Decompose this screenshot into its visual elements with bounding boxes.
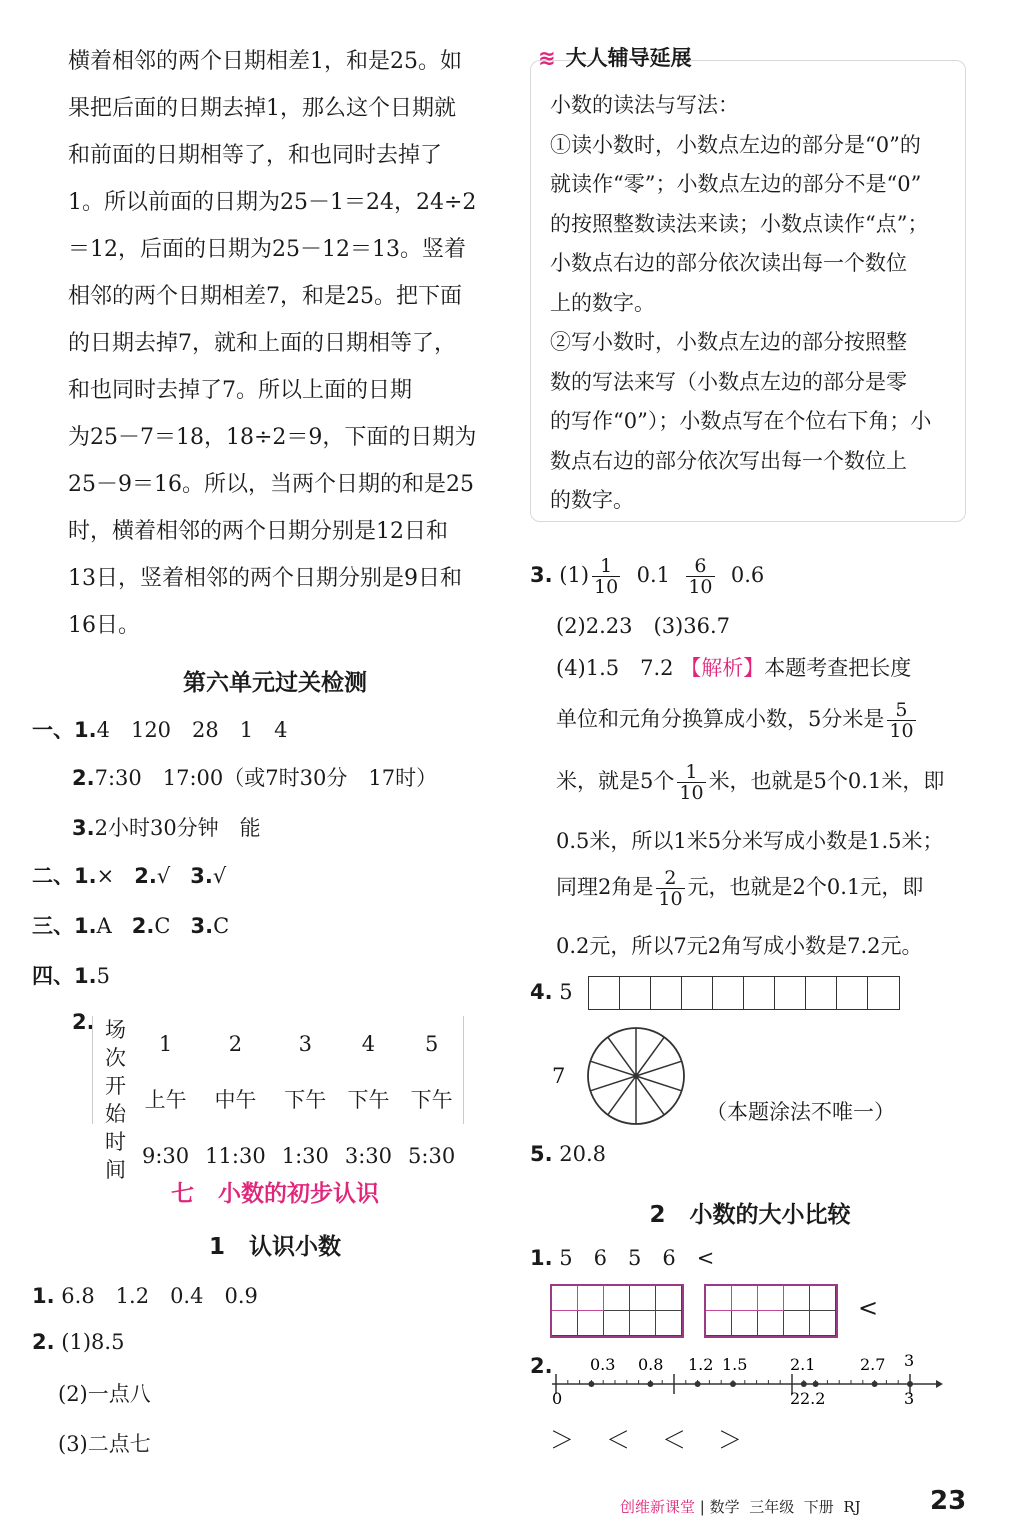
- value: 6.8 1.2 0.4 0.9: [61, 1284, 258, 1308]
- answer-4-1: [32, 960, 110, 990]
- s1-answer-2-1: [32, 1330, 124, 1354]
- grid-cell: [732, 1311, 758, 1336]
- explanation-line: 和也同时去掉了7。所以上面的日期: [68, 378, 412, 403]
- table-cell: 5: [424, 1032, 439, 1056]
- circle-spoke: [636, 1076, 682, 1091]
- number-line-point: [872, 1381, 878, 1387]
- r-answer-3-4-c: [556, 762, 944, 803]
- grid-cell: [810, 1286, 836, 1311]
- value: (4)1.5 7.2: [556, 656, 674, 680]
- value: 2小时30分钟 能: [94, 816, 261, 840]
- table-cell: 9:30: [142, 1144, 190, 1168]
- label: 一、1.: [32, 718, 97, 742]
- answer-1-3: [72, 812, 261, 842]
- tip-line: 数的写法来写（小数点左边的部分是零: [550, 369, 907, 394]
- table-cell: 中午: [214, 1088, 257, 1112]
- tip-line: ①读小数时，小数点左边的部分是“0”的: [550, 132, 921, 157]
- section-number: 2: [649, 1202, 666, 1228]
- unit6-title: 第六单元过关检测: [183, 670, 367, 696]
- label: 二、1.: [32, 864, 97, 888]
- label: 5.: [530, 1142, 553, 1166]
- r-answer-3-2: (2)2.23 (3)36.7: [556, 614, 731, 638]
- explanation-line: 25－9＝16。所以，当两个日期的和是25: [68, 472, 474, 497]
- footer: [620, 1496, 861, 1517]
- grid-cell: [552, 1311, 578, 1336]
- table-cell: 2: [228, 1032, 243, 1056]
- label: 2.: [134, 864, 157, 888]
- grid-cell: [552, 1286, 578, 1311]
- value: 0.1: [636, 563, 670, 587]
- tick-label-bottom: 2.2: [800, 1389, 826, 1408]
- fraction: [677, 762, 705, 803]
- tick-label-top: 2.7: [860, 1355, 886, 1374]
- table-cell: 下午: [284, 1088, 327, 1112]
- table-cell: 11:30: [205, 1144, 266, 1168]
- tip-title: [538, 42, 692, 72]
- schedule-table-box: [92, 1016, 464, 1182]
- table-cell: 3: [298, 1032, 312, 1056]
- section-number: 1: [208, 1234, 225, 1260]
- tick-label-bottom: 2: [790, 1389, 801, 1408]
- circle-spoke: [608, 1037, 636, 1076]
- divider: |: [699, 1498, 705, 1516]
- edition: RJ: [843, 1498, 861, 1516]
- text: 米，就是5个: [556, 769, 675, 793]
- chapter-name: 小数的初步认识: [218, 1181, 380, 1207]
- tick-label-top: 3: [904, 1354, 915, 1370]
- tick-label-bottom: 0: [552, 1389, 563, 1408]
- r-answer-3-4-b: [556, 700, 919, 741]
- subject: 数学: [709, 1498, 740, 1516]
- strip-cell: [651, 977, 682, 1009]
- value: (1)8.5: [61, 1330, 125, 1354]
- numerator: 1: [677, 762, 705, 783]
- schedule-table: [97, 1016, 463, 1184]
- r-answer-4a: [530, 980, 573, 1004]
- tip-line: 数点右边的部分依次写出每一个数位上: [550, 448, 907, 473]
- grid-cell: [656, 1311, 682, 1336]
- number-line-point: [647, 1381, 653, 1387]
- value: √: [156, 864, 171, 888]
- numerator: 2: [656, 868, 684, 889]
- tip-line: 的数字。: [550, 488, 634, 512]
- strip-cell: [589, 977, 620, 1009]
- left-column: [68, 38, 488, 649]
- label: 2.: [530, 1354, 553, 1378]
- grid-cell: [630, 1286, 656, 1311]
- circle-spoke: [636, 1037, 664, 1076]
- label: 3.: [530, 563, 553, 587]
- volume: 下册: [803, 1498, 834, 1516]
- text: 同理2角是: [556, 875, 654, 899]
- answer-2: [32, 860, 226, 890]
- label: 2.: [72, 1010, 95, 1034]
- strip-cell: [682, 977, 713, 1009]
- circle-tenths-diagram: [584, 1024, 688, 1128]
- number-line-point: [695, 1381, 701, 1387]
- grid-cell: [810, 1311, 836, 1336]
- number-line: [544, 1354, 944, 1410]
- grade: 三年级: [749, 1498, 795, 1516]
- table-cell: 5:30: [408, 1144, 456, 1168]
- strip-cell: [868, 977, 899, 1009]
- tick-label-top: 0.8: [638, 1355, 664, 1374]
- numerator: 6: [686, 556, 714, 577]
- table-cell: 1: [158, 1032, 173, 1056]
- section-name: 认识小数: [249, 1234, 342, 1260]
- grid-cell: [784, 1286, 810, 1311]
- table-cell: 场次: [105, 1018, 126, 1070]
- strip-cell: [713, 977, 744, 1009]
- chapter7-title: [120, 1175, 430, 1208]
- strip-cell: [837, 977, 868, 1009]
- grid-cell: [578, 1286, 604, 1311]
- table-row: [97, 1016, 463, 1072]
- r-answer-3-4-e: [556, 868, 923, 909]
- tip-body: [550, 86, 964, 521]
- tick-label-bottom: 3: [904, 1389, 915, 1408]
- grid-cell: [706, 1311, 732, 1336]
- label: 2.: [131, 914, 155, 938]
- tip-line: 小数的读法与写法：: [550, 93, 739, 117]
- hundredths-grid-right: [704, 1284, 838, 1338]
- value: A: [96, 914, 112, 938]
- explanation-line: 相邻的两个日期相差7，和是25。把下面: [68, 284, 462, 309]
- strip-cell: [806, 977, 837, 1009]
- r-answer-3-4: [556, 652, 911, 682]
- analysis-tag: 【解析】: [680, 656, 765, 680]
- r-answer-3-4-d: 0.5米，所以1米5分米写成小数是1.5米；: [556, 829, 944, 853]
- table-cell: 3:30: [344, 1144, 393, 1168]
- value: 5 6 5 6 <: [559, 1246, 715, 1270]
- brand-logo: 创维新课堂: [620, 1498, 696, 1516]
- number-line-point: [588, 1381, 594, 1387]
- tip-line: ②写小数时，小数点左边的部分按照整: [550, 330, 907, 354]
- s2-answer-1: [530, 1242, 714, 1272]
- explanation-line: ＝12，后面的日期为25－12＝13。竖着: [68, 237, 466, 262]
- circle-spoke: [636, 1076, 664, 1115]
- fraction: [656, 868, 684, 909]
- text: 单位和元角分换算成小数，5分米是: [556, 707, 885, 731]
- explanation-line: 16日。: [68, 613, 140, 638]
- table-cell: 下午: [347, 1088, 390, 1112]
- chapter-number: 七: [170, 1181, 194, 1207]
- fraction: [686, 556, 714, 597]
- wave-icon: ≋: [538, 46, 556, 70]
- s1-answer-1: [32, 1280, 258, 1310]
- label: 4.: [530, 980, 553, 1004]
- label: 三、1.: [32, 914, 97, 938]
- table-cell: 开始: [105, 1074, 126, 1126]
- value: ×: [96, 864, 115, 888]
- explanation-line: 的日期去掉7，就和上面的日期相等了，: [68, 331, 456, 356]
- hundredths-grid-left: [550, 1284, 684, 1338]
- tip-line: 小数点右边的部分依次读出每一个数位: [550, 251, 907, 275]
- denominator: 10: [658, 888, 683, 910]
- value: 5: [559, 980, 573, 1004]
- explanation-line: 为25－7＝18，18÷2＝9，下面的日期为: [68, 425, 477, 450]
- s2-compare-symbol: <: [858, 1294, 879, 1322]
- label: 3.: [190, 914, 214, 938]
- r-answer-5: [530, 1142, 606, 1166]
- label: 四、1.: [32, 964, 97, 988]
- table-cell: 1:30: [281, 1144, 329, 1168]
- page-number: 23: [930, 1486, 967, 1516]
- section1-title: [120, 1228, 430, 1261]
- tip-title-text: 大人辅导延展: [565, 46, 692, 70]
- numerator: 1: [592, 556, 620, 577]
- label: 3.: [190, 864, 213, 888]
- tip-line: 上的数字。: [550, 290, 655, 315]
- explanation-line: 时，横着相邻的两个日期分别是12日和: [68, 519, 448, 544]
- fraction: [592, 556, 620, 597]
- r-answer-4b: 7: [552, 1064, 566, 1088]
- grid-cell: [758, 1311, 784, 1336]
- value: √: [212, 864, 227, 888]
- circle-spoke: [608, 1076, 636, 1115]
- r-answer-4-note: （本题涂法不唯一）: [706, 1100, 895, 1124]
- number-line-point: [813, 1381, 819, 1387]
- section-name: 小数的大小比较: [689, 1202, 851, 1228]
- grid-cell: [656, 1286, 682, 1311]
- circle-spoke: [636, 1061, 682, 1076]
- denominator: 10: [688, 576, 713, 598]
- table-cell: 时间: [105, 1130, 126, 1182]
- s2-answer-2-symbols: ＞ ＜ ＜ ＞: [550, 1426, 746, 1454]
- number-line-point: [907, 1381, 913, 1387]
- value: C: [154, 914, 171, 938]
- denominator: 10: [594, 576, 619, 598]
- circle-spoke: [590, 1061, 636, 1076]
- explanation-line: 和前面的日期相等了，和也同时去掉了: [68, 143, 443, 168]
- grid-cell: [706, 1286, 732, 1311]
- circle-spoke: [590, 1076, 636, 1091]
- denominator: 10: [679, 782, 704, 804]
- explanation-line: 横着相邻的两个日期相差1，和是25。如: [68, 49, 462, 74]
- explanation-paragraph: [68, 38, 488, 649]
- label: 3.: [72, 816, 95, 840]
- strip-cell: [744, 977, 775, 1009]
- tick-label-top: 1.5: [722, 1355, 748, 1374]
- value: 5: [96, 964, 110, 988]
- s1-answer-2-3: (3)二点七: [58, 1432, 151, 1456]
- answer-1-1: [32, 714, 287, 744]
- r-answer-3-4-f: 0.2元，所以7元2角写成小数是7.2元。: [556, 934, 923, 958]
- denominator: 10: [889, 720, 914, 742]
- grid-cell: [578, 1311, 604, 1336]
- answer-3: [32, 910, 229, 940]
- table-cell: 4: [361, 1032, 376, 1056]
- tenths-strip: [588, 976, 900, 1010]
- label: 1.: [32, 1284, 55, 1308]
- value: 4 120 28 1 4: [96, 718, 288, 742]
- prefix: (1): [559, 563, 590, 587]
- grid-cell: [604, 1311, 630, 1336]
- r-answer-3-1: [530, 556, 764, 597]
- table-row: [97, 1072, 463, 1128]
- text: 元，也就是2个0.1元，即: [687, 875, 924, 899]
- tip-line: 的按照整数读法来读；小数点读作“点”；: [550, 211, 929, 236]
- value: 7:30 17:00（或7时30分 17时）: [94, 766, 438, 790]
- text: 米，也就是5个0.1米，即: [708, 769, 945, 793]
- explanation-line: 果把后面的日期去掉1，那么这个日期就: [68, 96, 456, 121]
- label: 2.: [72, 766, 95, 790]
- table-cell: 下午: [410, 1088, 453, 1112]
- number-line-point: [730, 1381, 736, 1387]
- tick-label-top: 0.3: [590, 1355, 616, 1374]
- answer-1-2: [72, 762, 437, 792]
- grid-cell: [630, 1311, 656, 1336]
- number-line-point: [801, 1381, 807, 1387]
- numerator: 5: [887, 700, 915, 721]
- tick-label-top: 1.2: [688, 1355, 714, 1374]
- explanation-line: 13日，竖着相邻的两个日期分别是9日和: [68, 566, 462, 591]
- tip-line: 的写作“0”）；小数点写在个位右下角；小: [550, 409, 932, 433]
- grid-cell: [732, 1286, 758, 1311]
- tick-label-top: 2.1: [790, 1355, 816, 1374]
- s1-answer-2-2: (2)一点八: [58, 1382, 151, 1406]
- grid-cell: [604, 1286, 630, 1311]
- tip-line: 就读作“零”；小数点左边的部分不是“0”: [550, 172, 922, 196]
- section2-title: [600, 1196, 900, 1229]
- grid-cell: [784, 1311, 810, 1336]
- value: 0.6: [730, 563, 765, 587]
- fraction: [887, 700, 915, 741]
- number-line-arrow: [936, 1380, 943, 1388]
- grid-cell: [758, 1286, 784, 1311]
- label: 2.: [32, 1330, 55, 1354]
- strip-cell: [620, 977, 651, 1009]
- value: 20.8: [559, 1142, 607, 1166]
- table-cell: 上午: [144, 1088, 187, 1112]
- circle-center: [633, 1073, 639, 1079]
- text: 本题考查把长度: [764, 656, 912, 680]
- label: 1.: [530, 1246, 553, 1270]
- value: C: [213, 914, 230, 938]
- strip-cell: [775, 977, 806, 1009]
- explanation-line: 1。所以前面的日期为25－1＝24，24÷2: [68, 190, 477, 215]
